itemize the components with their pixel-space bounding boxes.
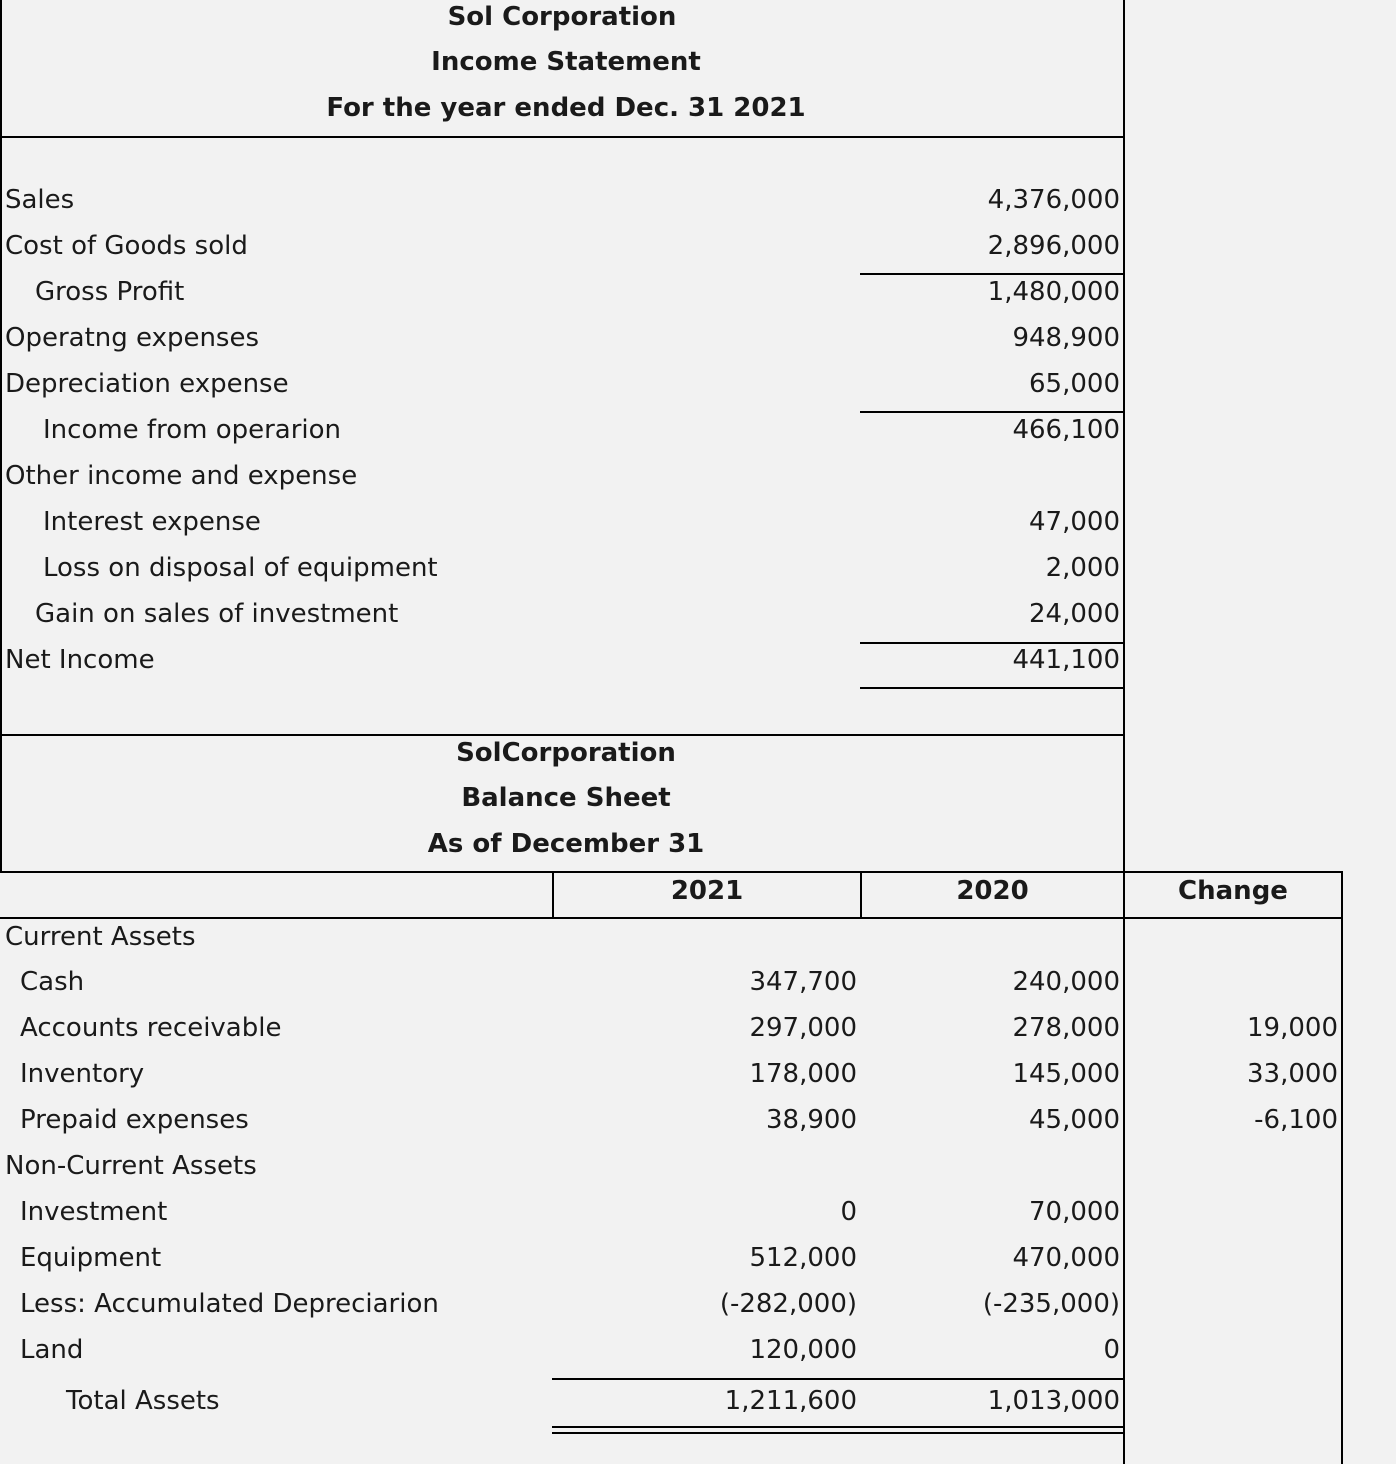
balance-label-land: Land: [20, 1335, 84, 1365]
column-header-change: Change: [1178, 876, 1288, 906]
income-value-operating-income: 466,100: [1012, 415, 1120, 445]
income-label-net-income: Net Income: [5, 645, 155, 675]
column-header-2021: 2021: [670, 876, 744, 906]
gross-profit-rule: [860, 273, 1125, 275]
balance-label-accumulated-depreciation: Less: Accumulated Depreciarion: [20, 1289, 439, 1319]
balance-label-prepaid-expenses: Prepaid expenses: [20, 1105, 249, 1135]
balance-2021-cash: 347,700: [749, 967, 857, 997]
total-assets-double-rule-2: [552, 1432, 1125, 1434]
income-label-other-income: Other income and expense: [5, 461, 358, 491]
balance-2021-total-assets: 1,211,600: [724, 1386, 857, 1416]
balance-label-investment: Investment: [20, 1197, 168, 1227]
income-label-depreciation: Depreciation expense: [5, 369, 289, 399]
operating-income-rule: [860, 411, 1125, 413]
balance-sheet-title: Balance Sheet: [461, 783, 671, 813]
balance-2021-land: 120,000: [749, 1335, 857, 1365]
balance-2020-investment: 70,000: [1029, 1197, 1120, 1227]
right-border-main: [1123, 0, 1125, 1464]
income-company-name: Sol Corporation: [447, 2, 677, 32]
income-value-loss-disposal: 2,000: [1045, 553, 1120, 583]
balance-company-name: SolCorporation: [456, 738, 676, 768]
income-value-interest-expense: 47,000: [1029, 507, 1120, 537]
income-label-gain-investment: Gain on sales of investment: [35, 599, 399, 629]
balance-label-cash: Cash: [20, 967, 85, 997]
balance-2020-accumulated-depreciation: (-235,000): [982, 1289, 1120, 1319]
income-statement-title: Income Statement: [431, 47, 701, 77]
balance-label-accounts-receivable: Accounts receivable: [20, 1013, 282, 1043]
balance-header-top-rule: [0, 734, 1125, 736]
change-col-right-border: [1341, 872, 1343, 1464]
balance-2021-equipment: 512,000: [749, 1243, 857, 1273]
income-value-gross-profit: 1,480,000: [987, 277, 1120, 307]
balance-2020-inventory: 145,000: [1012, 1059, 1120, 1089]
balance-2021-inventory: 178,000: [749, 1059, 857, 1089]
balance-2020-prepaid-expenses: 45,000: [1029, 1105, 1120, 1135]
balance-2021-investment: 0: [840, 1197, 857, 1227]
balance-2020-accounts-receivable: 278,000: [1012, 1013, 1120, 1043]
balance-label-current-assets: Current Assets: [5, 922, 196, 952]
income-value-operating-expenses: 948,900: [1012, 323, 1120, 353]
income-period: For the year ended Dec. 31 2021: [326, 93, 806, 123]
income-label-sales: Sales: [5, 185, 75, 215]
balance-2020-equipment: 470,000: [1012, 1243, 1120, 1273]
net-income-bottom-rule: [860, 687, 1125, 689]
income-label-loss-disposal: Loss on disposal of equipment: [43, 553, 438, 583]
balance-2020-cash: 240,000: [1012, 967, 1120, 997]
income-label-gross-profit: Gross Profit: [35, 277, 185, 307]
balance-label-total-assets: Total Assets: [66, 1386, 220, 1416]
column-header-bottom-rule: [0, 917, 1343, 919]
net-income-top-rule: [860, 642, 1125, 644]
balance-change-accounts-receivable: 19,000: [1247, 1013, 1338, 1043]
income-value-cogs: 2,896,000: [987, 231, 1120, 261]
balance-change-prepaid-expenses: -6,100: [1254, 1105, 1338, 1135]
balance-period: As of December 31: [427, 829, 705, 859]
balance-2020-land: 0: [1103, 1335, 1120, 1365]
income-value-gain-investment: 24,000: [1029, 599, 1120, 629]
income-value-sales: 4,376,000: [987, 185, 1120, 215]
income-label-interest-expense: Interest expense: [43, 507, 261, 537]
balance-2021-prepaid-expenses: 38,900: [766, 1105, 857, 1135]
income-label-operating-expenses: Operatng expenses: [5, 323, 260, 353]
balance-change-inventory: 33,000: [1247, 1059, 1338, 1089]
income-value-depreciation: 65,000: [1029, 369, 1120, 399]
balance-2020-total-assets: 1,013,000: [987, 1386, 1120, 1416]
income-label-cogs: Cost of Goods sold: [5, 231, 248, 261]
balance-2021-accumulated-depreciation: (-282,000): [719, 1289, 857, 1319]
income-header-bottom-rule: [0, 136, 1125, 138]
balance-label-non-current-assets: Non-Current Assets: [5, 1151, 257, 1181]
income-value-net-income: 441,100: [1012, 645, 1120, 675]
column-header-top-rule: [0, 871, 1343, 873]
total-assets-top-rule: [552, 1378, 1125, 1380]
balance-label-inventory: Inventory: [20, 1059, 145, 1089]
balance-label-equipment: Equipment: [20, 1243, 162, 1273]
balance-2021-accounts-receivable: 297,000: [749, 1013, 857, 1043]
income-label-operating-income: Income from operarion: [43, 415, 342, 445]
column-header-2020: 2020: [956, 876, 1029, 906]
total-assets-double-rule-1: [552, 1426, 1125, 1428]
